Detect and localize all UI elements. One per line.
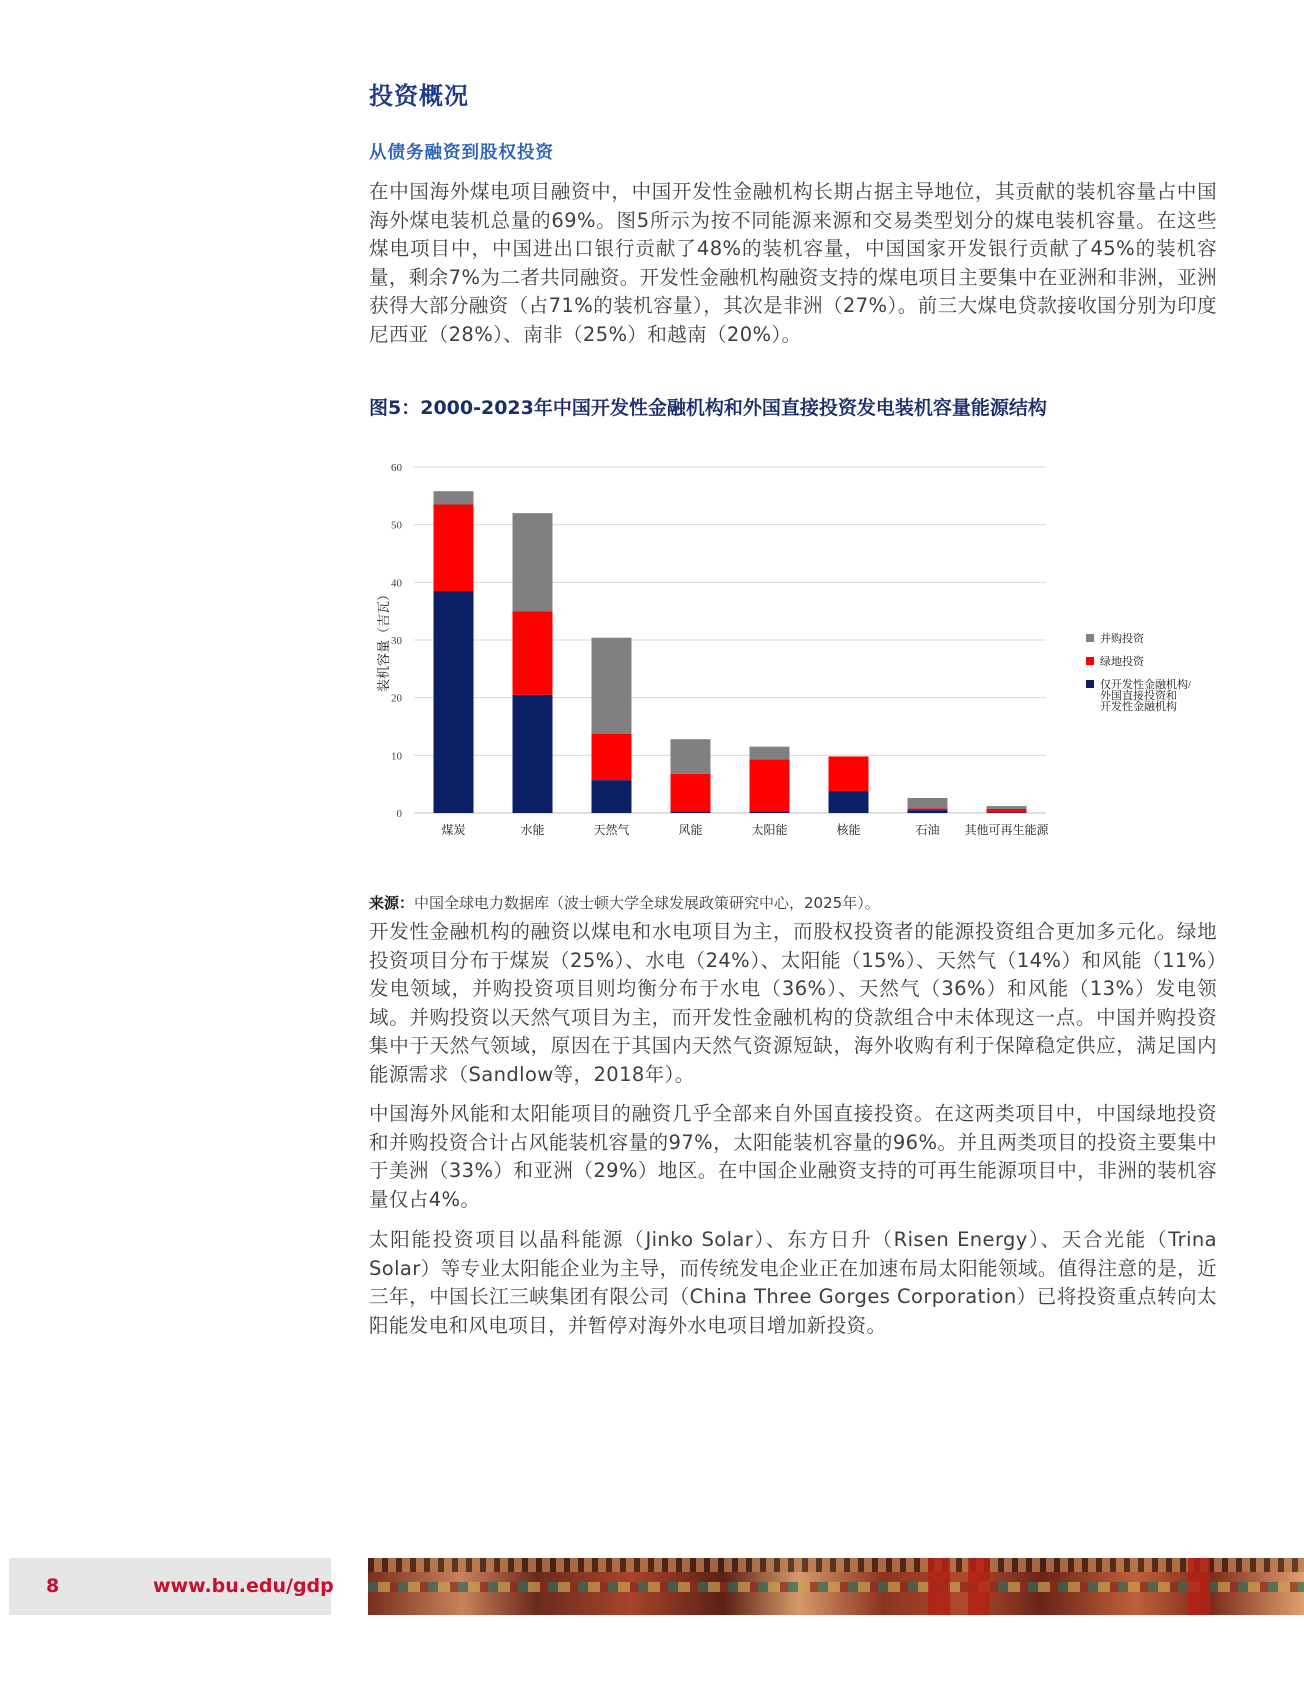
bar-segment-2 — [434, 491, 474, 504]
chart-container — [369, 455, 1217, 865]
bar-segment-0 — [829, 791, 869, 813]
x-category-label: 核能 — [836, 823, 861, 837]
y-tick-label: 60 — [391, 462, 402, 474]
legend-swatch — [1086, 680, 1094, 688]
x-category-label: 其他可再生能源 — [964, 823, 1049, 837]
y-tick-label: 50 — [391, 519, 402, 532]
bar-segment-2 — [671, 739, 711, 774]
stacked-bar-chart — [369, 455, 1217, 865]
bar-segment-2 — [513, 513, 553, 611]
legend-label: 开发性金融机构 — [1100, 701, 1177, 713]
subsection-title: 从债务融资到股权投资 — [369, 143, 554, 163]
bar-segment-1 — [434, 504, 474, 591]
legend-label: 绿地投资 — [1100, 656, 1144, 668]
bar-segment-1 — [908, 808, 948, 810]
footer-decorative-image — [368, 1558, 1304, 1615]
legend-label: 外国直接投资和 — [1100, 690, 1177, 702]
x-category-label: 天然气 — [593, 823, 630, 837]
bar-segment-1 — [750, 759, 790, 811]
bar-segment-2 — [592, 638, 632, 734]
bar-segment-2 — [987, 806, 1027, 809]
section-title: 投资概况 — [369, 82, 469, 110]
bar-segment-0 — [750, 811, 790, 813]
y-tick-label: 20 — [391, 692, 402, 705]
bar-segment-1 — [592, 734, 632, 780]
bar-segment-0 — [671, 811, 711, 813]
legend-swatch — [1086, 657, 1094, 665]
paragraph-equity-portfolio: 开发性金融机构的融资以煤电和水电项目为主，而股权投资者的能源投资组合更加多元化。绿地投资项目分布于煤炭（25%）、水电（24%）、太阳能（15%）、天然气（14%）和风能（11%）发电领域，并购投资项目则均衡分布于水电（36%）、天然气（36%）和风能（13%）发电领域。并购投资以天然气项目为主，而开发性金融机构的贷款组合中未体现这一点。中国并购投资集中于天然气领域，原因在于其国内天然气资源短缺，海外收购有利于保障稳定供应，满足国内能源需求（Sandlow等，2018年）。 — [369, 920, 1217, 1086]
source-text: 中国全球电力数据库（波士顿大学全球发展政策研究中心，2025年）。 — [414, 894, 880, 912]
legend-label: 仅开发性金融机构/ — [1100, 679, 1192, 691]
legend-label: 并购投资 — [1100, 633, 1144, 645]
figure-title: 图5：2000-2023年中国开发性金融机构和外国直接投资发电装机容量能源结构 — [369, 397, 1047, 419]
bar-segment-0 — [513, 695, 553, 813]
page-number: 8 — [46, 1575, 60, 1597]
y-tick-label: 30 — [391, 635, 402, 647]
y-axis-label: 装机容量（吉瓦） — [376, 587, 391, 693]
paragraph-solar-companies: 太阳能投资项目以晶科能源（Jinko Solar）、东方日升（Risen Energy）、天合光能（Trina Solar）等专业太阳能企业为主导，而传统发电企业正在加速布局太阳能领域。值得注意的是，近三年，中国长江三峡集团有限公司（China Three Gorges Corporation）已将投资重点转向太阳能发电和风电项目，并暂停对海外水电项目增加新投资。 — [369, 1228, 1217, 1337]
bar-segment-1 — [671, 774, 711, 811]
bar-segment-0 — [987, 812, 1027, 813]
legend-swatch — [1086, 634, 1094, 642]
bar-segment-1 — [829, 756, 869, 791]
y-tick-label: 10 — [391, 750, 402, 763]
bar-segment-1 — [513, 611, 553, 695]
figure-source — [369, 892, 880, 913]
bar-segment-2 — [750, 747, 790, 760]
bar-segment-0 — [908, 810, 948, 813]
x-category-label: 煤炭 — [441, 823, 466, 837]
x-category-label: 水能 — [520, 823, 545, 837]
x-category-label: 石油 — [915, 823, 940, 837]
y-tick-label: 0 — [396, 808, 402, 820]
x-category-label: 太阳能 — [751, 823, 788, 837]
bar-segment-2 — [908, 798, 948, 808]
paragraph-wind-solar: 中国海外风能和太阳能项目的融资几乎全部来自外国直接投资。在这两类项目中，中国绿地投资和并购投资合计占风能装机容量的97%，太阳能装机容量的96%。并且两类项目的投资主要集中于美洲（33%）和亚洲（29%）地区。在中国企业融资支持的可再生能源项目中，非洲的装机容量仅占4%。 — [369, 1102, 1217, 1211]
bar-segment-0 — [592, 780, 632, 813]
bar-segment-0 — [434, 591, 474, 813]
y-tick-label: 40 — [391, 577, 402, 590]
paragraph-debt-financing: 在中国海外煤电项目融资中，中国开发性金融机构长期占据主导地位，其贡献的装机容量占中国海外煤电装机总量的69%。图5所示为按不同能源来源和交易类型划分的煤电装机容量。在这些煤电项目中，中国进出口银行贡献了48%的装机容量，中国国家开发银行贡献了45%的装机容量，剩余7%为二者共同融资。开发性金融机构融资支持的煤电项目主要集中在亚洲和非洲，亚洲获得大部分融资（占71%的装机容量），其次是非洲（27%）。前三大煤电贷款接收国分别为印度尼西亚（28%）、南非（25%）和越南（20%）。 — [369, 180, 1217, 346]
website-link[interactable]: www.bu.edu/gdp — [153, 1575, 334, 1597]
source-label: 来源： — [369, 894, 415, 912]
bar-segment-1 — [987, 809, 1027, 812]
x-category-label: 风能 — [678, 823, 703, 837]
